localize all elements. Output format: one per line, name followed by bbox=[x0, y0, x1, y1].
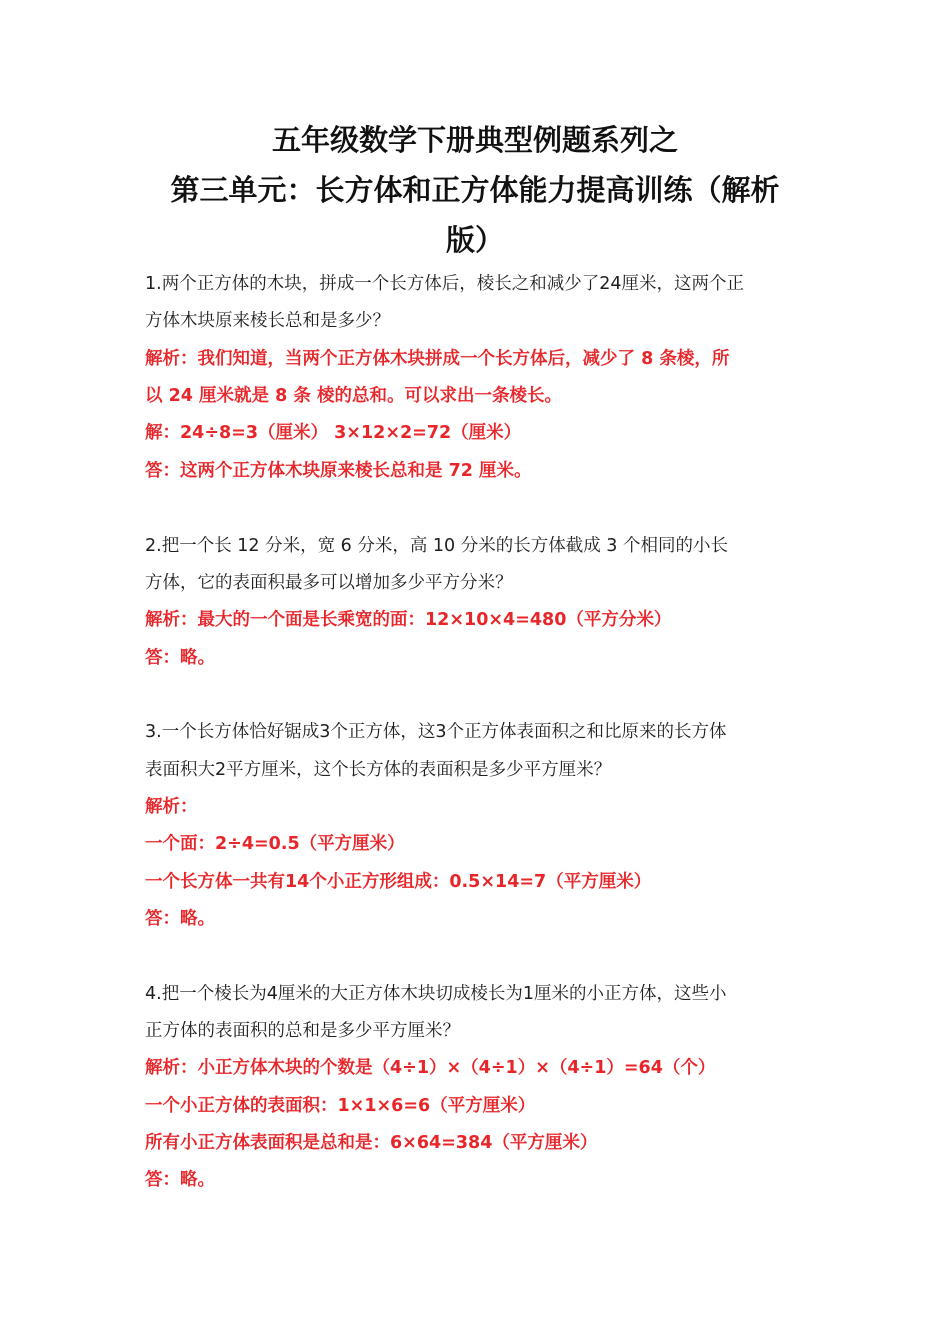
problem-1-answer-line-3: 解：24÷8=3（厘米） 3×12×2=72（厘米） bbox=[145, 423, 522, 443]
problem-3-answer-line-3: 一个长方体一共有14个小正方形组成：0.5×14=7（平方厘米） bbox=[145, 872, 652, 892]
title-line-1: 五年级数学下册典型例题系列之 bbox=[271, 123, 678, 157]
problem-3-answer-line-1: 解析： bbox=[145, 797, 198, 817]
problem-4-answer-line-2: 一个小正方体的表面积：1×1×6=6（平方厘米） bbox=[145, 1096, 536, 1116]
problem-4-answer-line-4: 答：略。 bbox=[145, 1170, 215, 1190]
problem-3-answer-line-4: 答：略。 bbox=[145, 909, 215, 929]
problem-3-question-line-2: 表面积大2平方厘米，这个长方体的表面积是多少平方厘米？ bbox=[145, 760, 612, 780]
problem-2-answer-line-1: 解析：最大的一个面是长乘宽的面：12×10×4=480（平方分米） bbox=[145, 610, 672, 630]
problem-1-question-line-1: 1.两个正方体的木块，拼成一个长方体后，棱长之和减少了24厘米，这两个正 bbox=[145, 274, 744, 294]
problem-2-answer-line-2: 答：略。 bbox=[145, 648, 215, 668]
problem-4-answer-line-1: 解析：小正方体木块的个数是（4÷1）×（4÷1）×（4÷1）=64（个） bbox=[145, 1058, 716, 1078]
problem-2-question-line-1: 2.把一个长 12 分米，宽 6 分米，高 10 分米的长方体截成 3 个相同的小长 bbox=[145, 536, 729, 556]
problem-1-answer-line-4: 答：这两个正方体木块原来棱长总和是 72 厘米。 bbox=[145, 461, 532, 481]
problem-4-question-line-1: 4.把一个棱长为4厘米的大正方体木块切成棱长为1厘米的小正方体，这些小 bbox=[145, 984, 727, 1004]
problem-4-question-line-2: 正方体的表面积的总和是多少平方厘米？ bbox=[145, 1021, 460, 1041]
problem-3-question-line-1: 3.一个长方体恰好锯成3个正方体，这3个正方体表面积之和比原来的长方体 bbox=[145, 722, 727, 742]
title-line-2: 第三单元：长方体和正方体能力提高训练（解析 bbox=[170, 173, 780, 207]
problem-1-answer-line-1: 解析：我们知道，当两个正方体木块拼成一个长方体后，减少了 8 条棱，所 bbox=[145, 349, 730, 369]
title-line-3: 版） bbox=[445, 223, 504, 257]
problem-1-answer-line-2: 以 24 厘米就是 8 条 棱的总和。可以求出一条棱长。 bbox=[145, 386, 562, 406]
problem-1-question-line-2: 方体木块原来棱长总和是多少？ bbox=[145, 311, 390, 331]
problem-4-answer-line-3: 所有小正方体表面积是总和是：6×64=384（平方厘米） bbox=[145, 1133, 598, 1153]
problem-2-question-line-2: 方体，它的表面积最多可以增加多少平方分米？ bbox=[145, 573, 513, 593]
problem-3-answer-line-2: 一个面：2÷4=0.5（平方厘米） bbox=[145, 834, 405, 854]
